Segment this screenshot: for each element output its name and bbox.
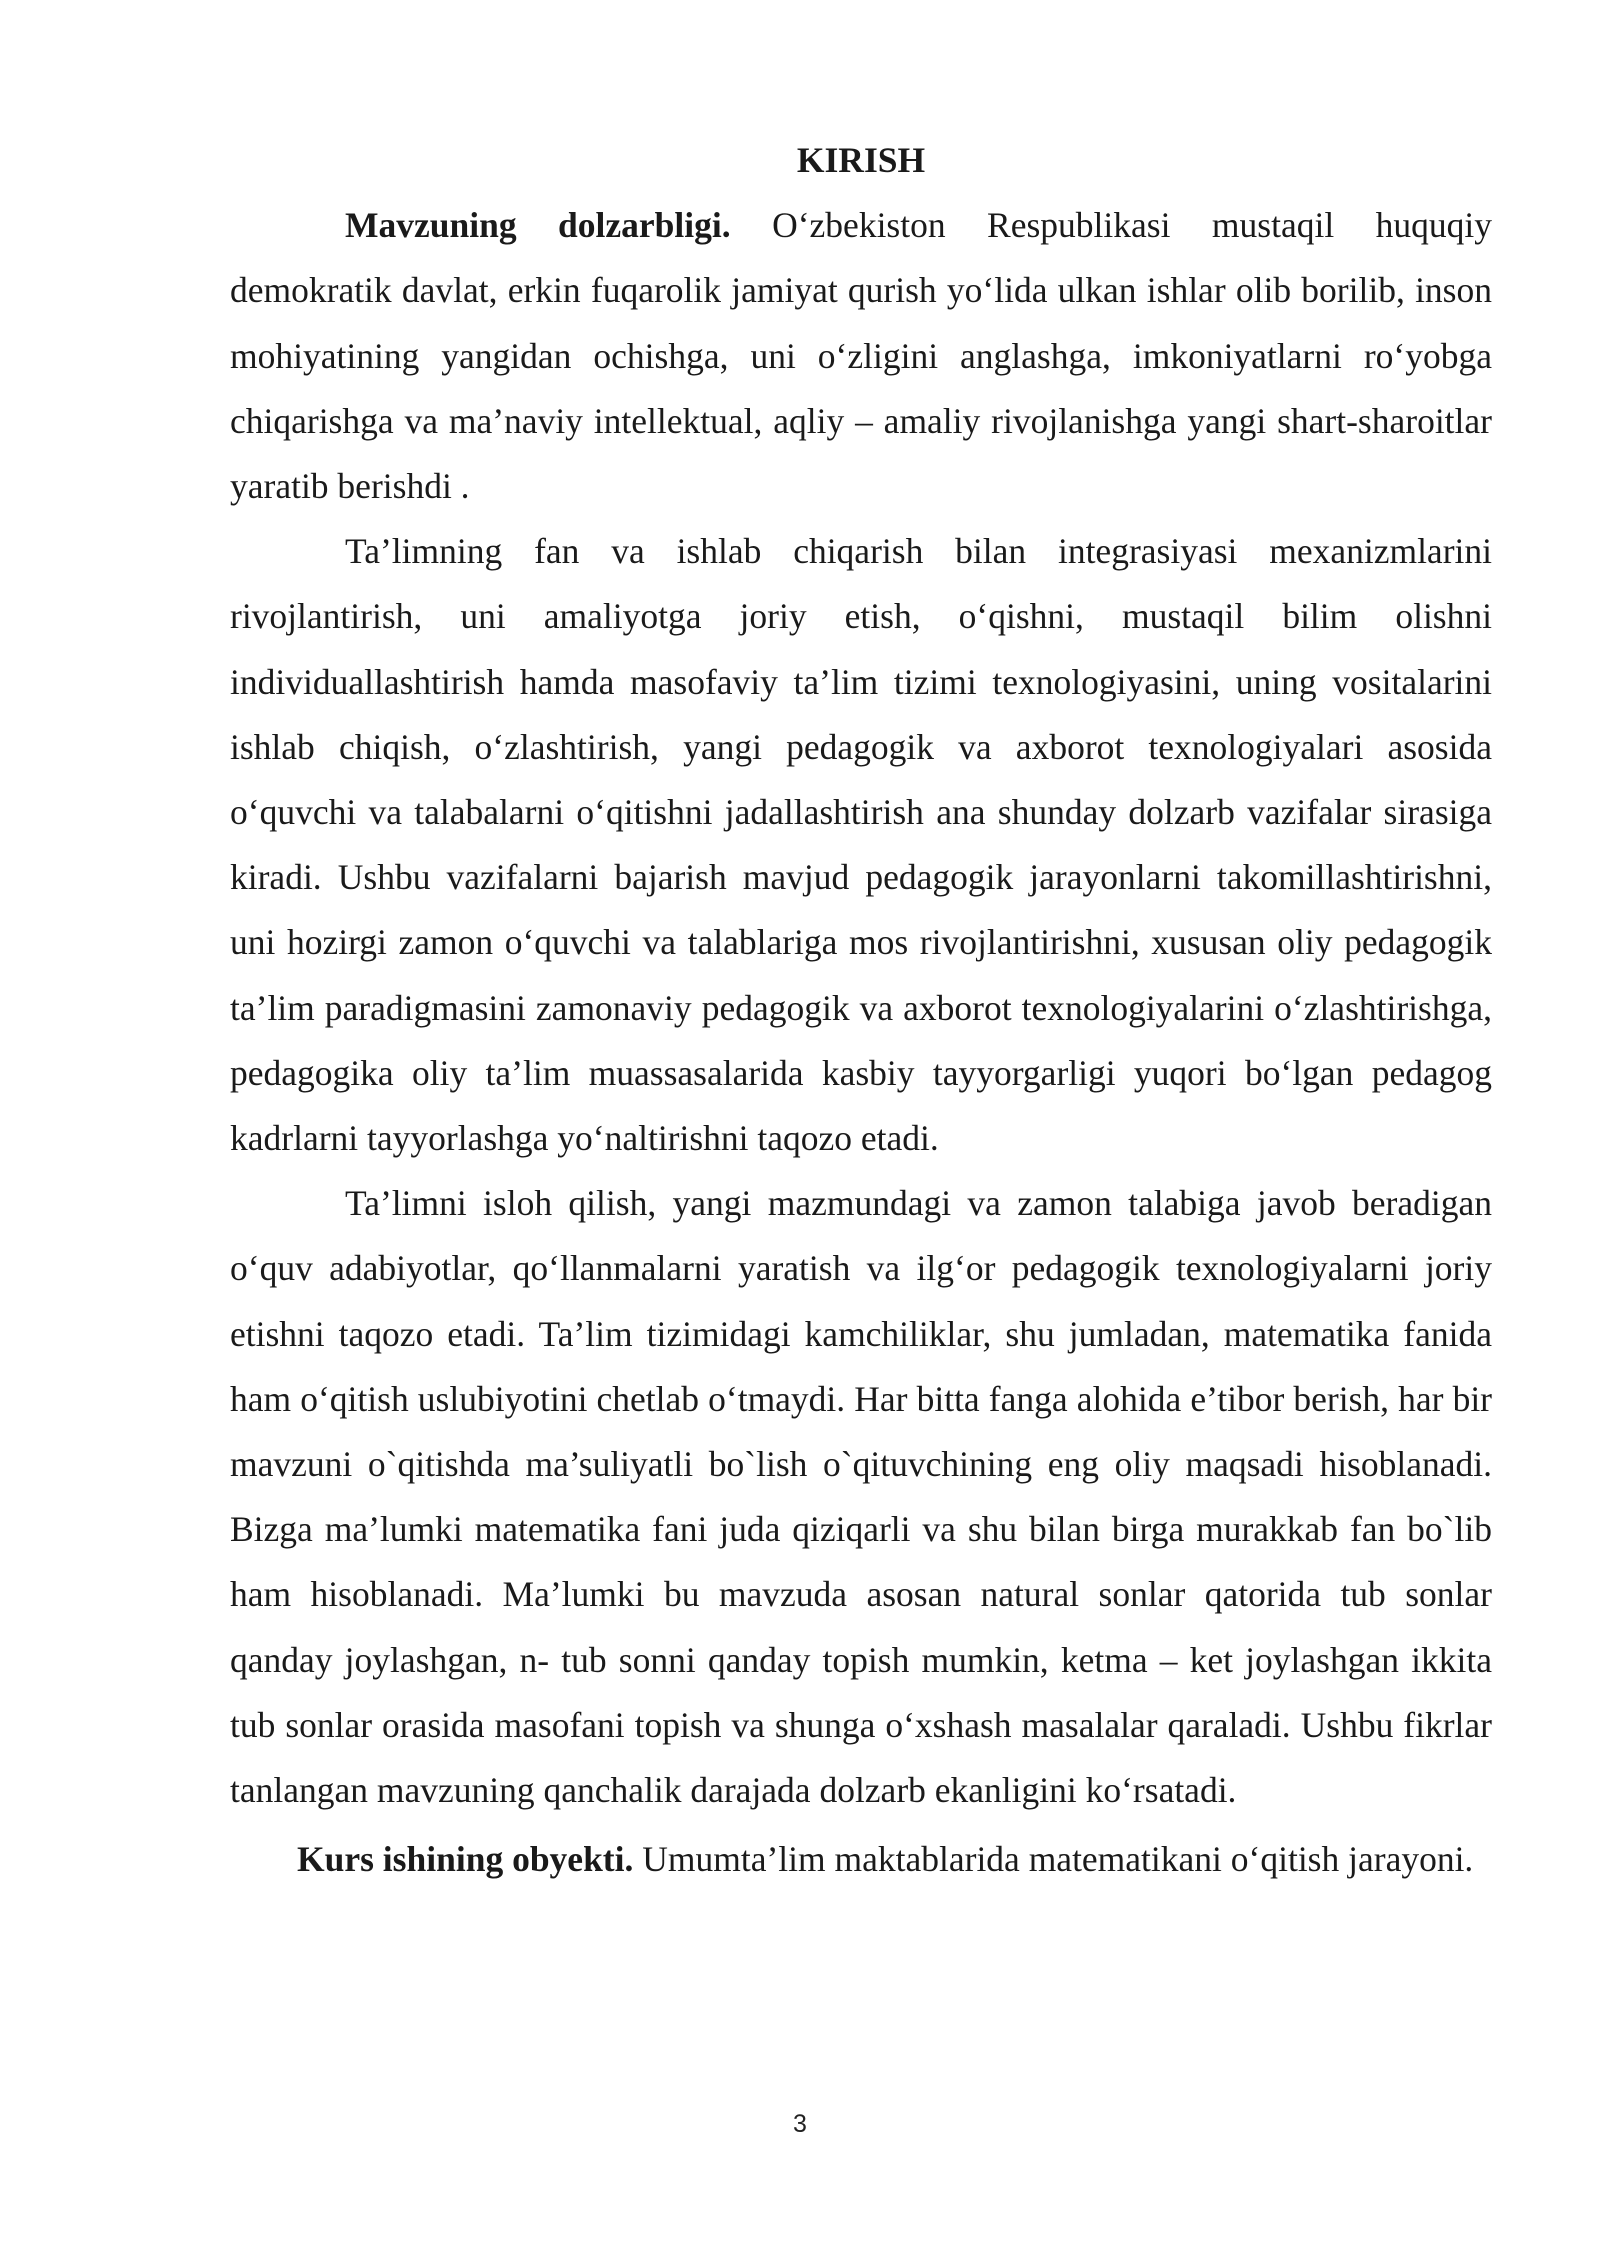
paragraph-integration (230, 519, 1492, 1171)
paragraph-text: Ta’limni isloh qilish, yangi mazmundagi va zamon talabiga javob beradigan o‘quv adabiyotlar, qo‘llanmalarni yaratish va ilg‘or pedagogik texnologiyalarni joriy etishni taqozo etadi. Ta’lim tizimidagi kamchiliklar, shu jumladan, matematika fanida ham o‘qitish uslubiyotini chetlab o‘tmaydi. Har bitta fanga alohida e’tibor berish, har bir mavzuni o`qitishda ma’suliyatli bo`lish o`qituvchining eng oliy maqsadi hisoblanadi. Bizga ma’lumki matematika fani juda qiziqarli va shu bilan birga murakkab fan bo`lib ham hisoblanadi. Ma’lumki bu mavzuda asosan natural sonlar qatorida tub sonlar qanday joylashgan, n- tub sonni qanday topish mumkin, ketma – ket joylashgan ikkita tub sonlar orasida masofani topish va shunga o‘xshash masalalar qaraladi. Ushbu fikrlar tanlangan mavzuning qanchalik darajada dolzarb ekanligini ko‘rsatadi. (230, 1183, 1492, 1811)
paragraph-relevance (230, 193, 1492, 519)
paragraph-text: Umumta’lim maktablarida matematikani o‘qitish jarayoni. (633, 1839, 1474, 1880)
page-number: 3 (793, 2110, 807, 2138)
paragraph-lead: Mavzuning dolzarbligi. (345, 205, 731, 246)
paragraph-text: O‘zbekiston Respublikasi mustaqil huquqiy demokratik davlat, erkin fuqarolik jamiyat qurish yo‘lida ulkan ishlar olib borilib, inson mohiyatining yangidan ochishga, uni o‘zligini anglashga, imkoniyatlarni ro‘yobga chiqarishga va ma’naviy intellektual, aqliy – amaliy rivojlanishga yangi shart-sharoitlar yaratib berishdi . (230, 205, 1493, 507)
document-page (230, 128, 1492, 1892)
paragraph-text: Ta’limning fan va ishlab chiqarish bilan integrasiyasi mexanizmlarini rivojlantirish, uni amaliyotga joriy etish, o‘qishni, mustaqil bilim olishni individuallashtirish hamda masofaviy ta’lim tizimi texnologiyasini, uning vositalarini ishlab chiqish, o‘zlashtirish, yangi pedagogik va axborot texnologiyalari asosida o‘quvchi va talabalarni o‘qitishni jadallashtirish ana shunday dolzarb vazifalar sirasiga kiradi. Ushbu vazifalarni bajarish mavjud pedagogik jarayonlarni takomillashtirishni, uni hozirgi zamon o‘quvchi va talablariga mos rivojlantirishni, xususan oliy pedagogik ta’lim paradigmasini zamonaviy pedagogik va axborot texnologiyalarini o‘zlashtirishga, pedagogika oliy ta’lim muassasalarida kasbiy tayyorgarligi yuqori bo‘lgan pedagog kadrlarni tayyorlashga yo‘naltirishni taqozo etadi. (230, 531, 1492, 1159)
paragraph-lead: Kurs ishining obyekti. (297, 1839, 634, 1880)
paragraph-object (230, 1827, 1492, 1892)
page-title: KIRISH (796, 140, 926, 180)
paragraph-reform (230, 1171, 1492, 1823)
